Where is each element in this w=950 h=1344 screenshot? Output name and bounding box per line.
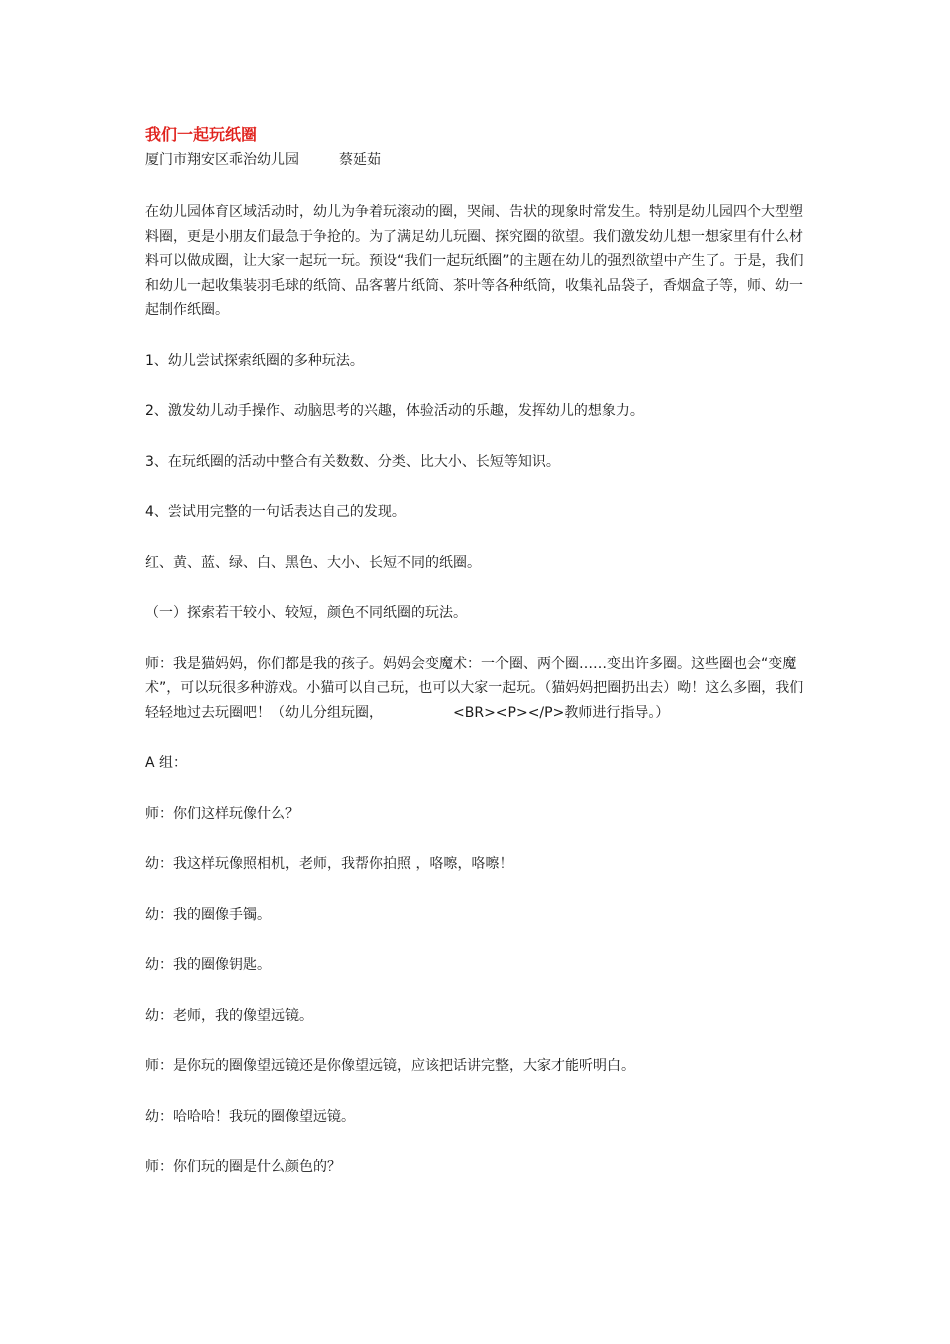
goal-item: 1、幼儿尝试探索纸圈的多种玩法。 (145, 352, 364, 369)
group-label: A 组： (145, 755, 188, 771)
teacher-intro-tail: 教师进行指导。） (564, 704, 670, 721)
byline-school: 厦门市翔安区乖治幼儿园 (145, 152, 299, 168)
raw-html-tag-text: <BR><P></P> (453, 704, 565, 721)
dialogue-line: 幼：哈哈哈！我玩的圈像望远镜。 (145, 1108, 355, 1125)
section-heading: （一）探索若干较小、较短，颜色不同纸圈的玩法。 (145, 605, 467, 621)
dialogue-line: 幼：老师，我的像望远镜。 (145, 1007, 313, 1024)
goal-item: 2、激发幼儿动手操作、动脑思考的兴趣，体验活动的乐趣，发挥幼儿的想象力。 (145, 403, 644, 419)
dialogue-line: 幼：我的圈像手镯。 (145, 906, 271, 923)
goal-item: 3、在玩纸圈的活动中整合有关数数、分类、比大小、长短等知识。 (145, 453, 560, 470)
dialogue-line: 幼：我这样玩像照相机，老师，我帮你拍照 ，咯嚓，咯嚓！ (145, 856, 514, 872)
dialogue-line: 师：是你玩的圈像望远镜还是你像望远镜，应该把话讲完整，大家才能听明白。 (145, 1058, 635, 1074)
dialogue-line: 师：你们玩的圈是什么颜色的？ (145, 1159, 341, 1175)
document-page (145, 124, 810, 1180)
teacher-intro-paragraph (145, 652, 810, 726)
dialogue-line: 师：你们这样玩像什么？ (145, 805, 299, 822)
teacher-intro-main: 师：我是猫妈妈，你们都是我的孩子。妈妈会变魔术：一个圈、两个圈……变出许多圈。这些圈也会“变魔术”，可以玩很多种游戏。小猫可以自己玩，也可以大家一起玩。（猫妈妈把圈扔出去）呦！这么多圈，我们轻轻地过去玩圈吧！（幼儿分组玩圈， (145, 655, 804, 721)
materials-paragraph: 红、黄、蓝、绿、白、黑色、大小、长短不同的纸圈。 (145, 554, 481, 571)
intro-paragraph: 在幼儿园体育区域活动时，幼儿为争着玩滚动的圈，哭闹、告状的现象时常发生。特别是幼儿园四个大型塑料圈，更是小朋友们最急于争抢的。为了满足幼儿玩圈、探究圈的欲望。我们激发幼儿想一想家里有什么材料可以做成圈，让大家一起玩一玩。预设“我们一起玩纸圈”的主题在幼儿的强烈欲望中产生了。于是，我们和幼儿一起收集装羽毛球的纸筒、品客薯片纸筒、茶叶等各种纸筒，收集礼品袋子，香烟盒子等，师、幼一起制作纸圈。 (145, 204, 804, 318)
goal-item: 4、尝试用完整的一句话表达自己的发现。 (145, 504, 406, 520)
document-title: 我们一起玩纸圈 (145, 125, 258, 144)
dialogue-line: 幼：我的圈像钥匙。 (145, 957, 271, 973)
byline-author: 蔡延茹 (339, 152, 381, 168)
byline (145, 150, 810, 170)
